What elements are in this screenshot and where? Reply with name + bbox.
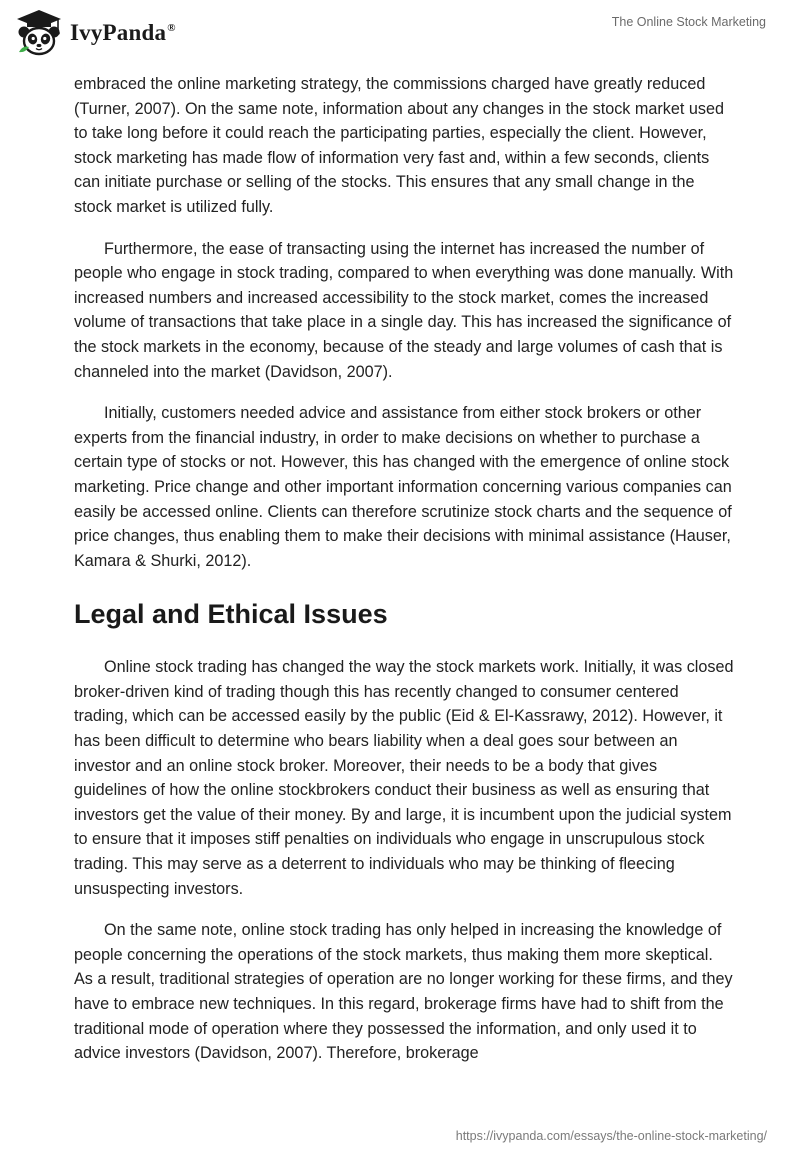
essay-content [74,72,734,1066]
ivypanda-logo[interactable] [14,8,176,58]
paragraph-2: Furthermore, the ease of transacting using the internet has increased the number of people who engage in stock trading, compared to when everything was done manually. With increased numbers and increased accessibility to the stock market, comes the increased volume of transactions that take place in a single day. This has increased the significance of the stock markets in the economy, because of the steady and large volumes of cash that is channeled into the market (Davidson, 2007). [74,239,734,381]
paragraph-1: embraced the online marketing strategy, the commissions charged have greatly reduced (Turner, 2007). On the same note, information about any changes in the stock market used to take long before it could reach the participating parties, especially the client. However, stock marketing has made flow of information very fast and, within a few seconds, clients can initiate purchase or selling of the stocks. This ensures that any small change in the stock market is utilized fully. [74,75,724,216]
section-heading: Legal and Ethical Issues [74,599,388,630]
document-title: The Online Stock Marketing [611,15,766,29]
source-url-link[interactable]: https://ivypanda.com/essays/the-online-stock-marketing/ [455,1129,767,1143]
paragraph-3: Initially, customers needed advice and assistance from either stock brokers or other experts from the financial industry, in order to make decisions on whether to purchase a certain type of stocks or not. However, this has changed with the emergence of online stock marketing. Price change and other important information concerning various companies can easily be accessed online. Clients can therefore scrutinize stock charts and the sequence of price changes, thus enabling them to make their decisions with minimal assistance (Hauser, Kamara & Shurki, 2012). [74,404,732,570]
page-header [0,0,800,70]
registered-mark: ® [167,22,176,35]
logo-text: IvyPanda® [70,20,176,45]
panda-graduate-icon [14,8,64,58]
paragraph-5: On the same note, online stock trading has only helped in increasing the knowledge of people concerning the operations of the stock markets, thus making them more skeptical. As a result, traditional strategies of operation are no longer working for these firms, and they have to embrace new techniques. In this regard, brokerage firms have had to shift from the traditional mode of operation where they possessed the information, and only used it to advice investors (Davidson, 2007). Therefore, brokerage [74,921,733,1063]
paragraph-4: Online stock trading has changed the way the stock markets work. Initially, it was closed broker-driven kind of trading though this has recently changed to consumer centered trading, which can be accessed easily by the public (Eid & El-Kassrawy, 2012). However, it has been difficult to determine who bears liability when a deal goes sour between an investor and an online stock broker. Moreover, their needs to be a body that gives guidelines of how the online stockbrokers conduct their business as well as ensuring that investors get the value of their money. By and large, it is incumbent upon the judicial system to ensure that it imposes stiff penalties on individuals who engage in unscrupulous stock trading. This may serve as a deterrent to individuals who may be thinking of fleecing unsuspecting investors. [74,658,734,898]
